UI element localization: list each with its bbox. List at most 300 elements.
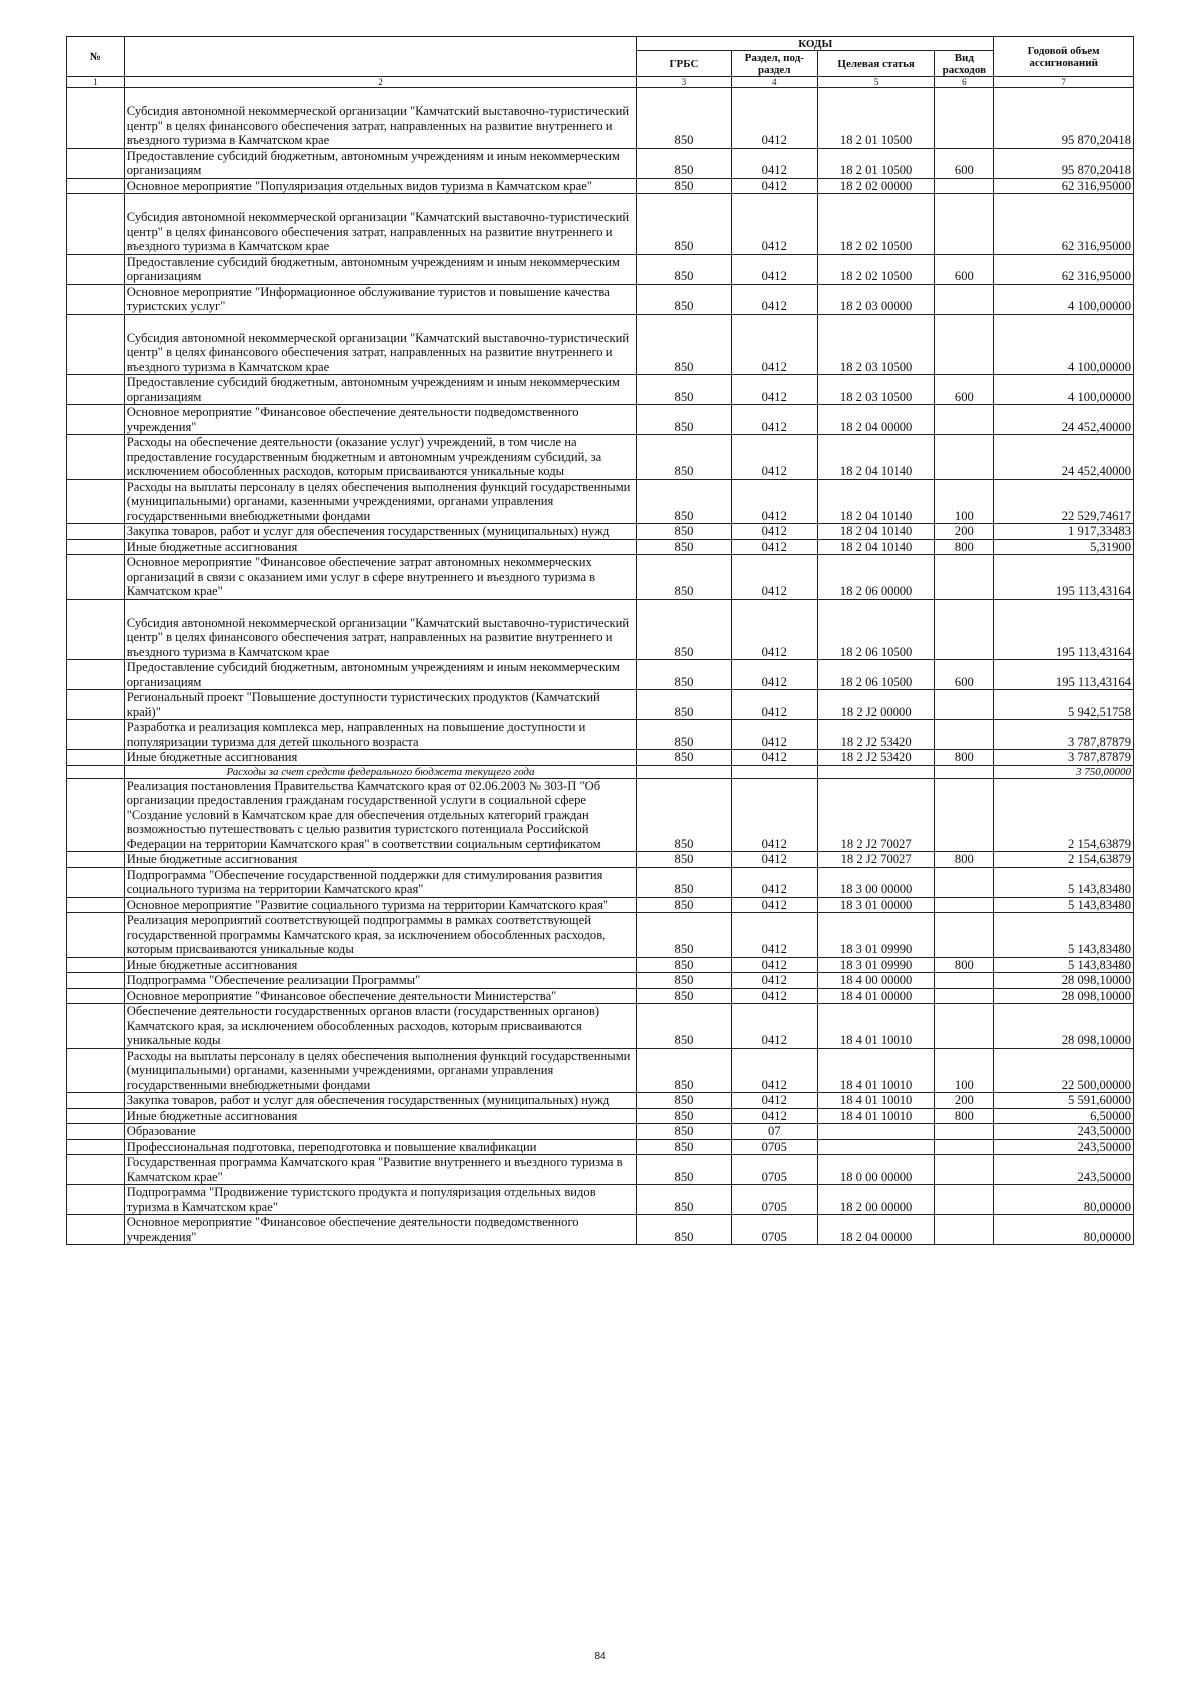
- row-target-cell: 18 4 01 10010: [817, 1048, 935, 1093]
- row-number-cell: [67, 599, 125, 660]
- table-row: [67, 314, 1134, 375]
- row-number-cell: [67, 750, 125, 766]
- table-row: [67, 660, 1134, 690]
- row-target-cell: 18 2 03 00000: [817, 284, 935, 314]
- row-target-cell: 18 4 01 00000: [817, 988, 935, 1004]
- header-codes: КОДЫ: [637, 37, 994, 51]
- row-amount-cell: 24 452,40000: [994, 405, 1134, 435]
- row-name-cell: Подпрограмма "Обеспечение государственной поддержки для стимулирования развития социального туризма на территории Камчатского края": [124, 867, 636, 897]
- header-amount: Годовой объем ассигнований: [994, 37, 1134, 77]
- row-number-cell: [67, 194, 125, 255]
- row-number-cell: [67, 852, 125, 868]
- row-name-cell: Предоставление субсидий бюджетным, автономным учреждениям и иным некоммерческим организациям: [124, 375, 636, 405]
- row-section-cell: 0412: [731, 867, 817, 897]
- row-kind-cell: 800: [935, 1108, 994, 1124]
- row-amount-cell: 2 154,63879: [994, 778, 1134, 852]
- row-number-cell: [67, 148, 125, 178]
- row-number-cell: [67, 988, 125, 1004]
- row-number-cell: [67, 524, 125, 540]
- row-section-cell: 0412: [731, 88, 817, 149]
- table-row: [67, 690, 1134, 720]
- header-grbs: ГРБС: [637, 51, 732, 77]
- row-section-cell: 0412: [731, 479, 817, 524]
- index-1: 1: [67, 77, 125, 88]
- table-row: [67, 988, 1134, 1004]
- row-grbs-cell: 850: [637, 524, 732, 540]
- row-grbs-cell: [637, 765, 732, 778]
- row-target-cell: 18 2 04 10140: [817, 524, 935, 540]
- row-amount-cell: 5 143,83480: [994, 867, 1134, 897]
- table-body: [67, 88, 1134, 1245]
- table-row: [67, 913, 1134, 958]
- row-grbs-cell: 850: [637, 1048, 732, 1093]
- row-name-cell: Основное мероприятие "Популяризация отдельных видов туризма в Камчатском крае": [124, 178, 636, 194]
- row-name-cell: Расходы на выплаты персоналу в целях обеспечения выполнения функций государственными (муниципальными) органами, казенными учреждениями, органами управления государственными внебюджетными фондами: [124, 479, 636, 524]
- row-target-cell: 18 0 00 00000: [817, 1155, 935, 1185]
- row-amount-cell: 24 452,40000: [994, 435, 1134, 480]
- row-name-cell: Закупка товаров, работ и услуг для обеспечения государственных (муниципальных) нужд: [124, 1093, 636, 1109]
- row-grbs-cell: 850: [637, 897, 732, 913]
- header-section: Раздел, под-раздел: [731, 51, 817, 77]
- row-amount-cell: 95 870,20418: [994, 148, 1134, 178]
- row-target-cell: 18 3 01 09990: [817, 957, 935, 973]
- row-name-cell: Иные бюджетные ассигнования: [124, 539, 636, 555]
- row-grbs-cell: 850: [637, 254, 732, 284]
- row-grbs-cell: 850: [637, 1093, 732, 1109]
- table-row: [67, 435, 1134, 480]
- table-row: [67, 1048, 1134, 1093]
- header-num: №: [67, 37, 125, 77]
- table-row: [67, 1139, 1134, 1155]
- row-section-cell: 0412: [731, 973, 817, 989]
- table-row: [67, 555, 1134, 600]
- row-grbs-cell: 850: [637, 555, 732, 600]
- row-name-cell: Реализация мероприятий соответствующей подпрограммы в рамках соответствующей государственной программы Камчатского края, за исключением обособленных расходов, которым присваиваются уникальные коды: [124, 913, 636, 958]
- row-amount-cell: 2 154,63879: [994, 852, 1134, 868]
- row-kind-cell: [935, 690, 994, 720]
- row-kind-cell: [935, 1004, 994, 1049]
- row-target-cell: 18 4 00 00000: [817, 973, 935, 989]
- row-section-cell: 0705: [731, 1215, 817, 1245]
- row-number-cell: [67, 913, 125, 958]
- row-target-cell: 18 2 01 10500: [817, 88, 935, 149]
- row-kind-cell: 600: [935, 660, 994, 690]
- row-name-cell: Субсидия автономной некоммерческой организации "Камчатский выставочно-туристический центр" в целях финансового обеспечения затрат, направленных на развитие внутреннего и въездного туризма в Камчатском крае: [124, 599, 636, 660]
- row-amount-cell: 95 870,20418: [994, 88, 1134, 149]
- row-number-cell: [67, 690, 125, 720]
- row-number-cell: [67, 435, 125, 480]
- row-grbs-cell: 850: [637, 599, 732, 660]
- row-number-cell: [67, 405, 125, 435]
- row-section-cell: 0412: [731, 148, 817, 178]
- table-row: [67, 178, 1134, 194]
- row-grbs-cell: 850: [637, 988, 732, 1004]
- row-grbs-cell: 850: [637, 148, 732, 178]
- row-number-cell: [67, 555, 125, 600]
- row-amount-cell: 5 942,51758: [994, 690, 1134, 720]
- index-2: 2: [124, 77, 636, 88]
- row-section-cell: 0412: [731, 314, 817, 375]
- row-grbs-cell: 850: [637, 1108, 732, 1124]
- row-target-cell: 18 2 02 00000: [817, 178, 935, 194]
- row-kind-cell: 100: [935, 1048, 994, 1093]
- row-target-cell: 18 2 00 00000: [817, 1185, 935, 1215]
- row-name-cell: Реализация постановления Правительства Камчатского края от 02.06.2003 № 303-П "Об организации предоставления гражданам государственной услуги в социальной сфере "Создание условий в Камчатском крае для обеспечения отдельных категорий граждан возможностью путешествовать с целью развития туристского потенциала Российской Федерации на территории Камчатского края" в соответствии социальным сертификатом: [124, 778, 636, 852]
- row-target-cell: 18 4 01 10010: [817, 1108, 935, 1124]
- row-target-cell: 18 3 00 00000: [817, 867, 935, 897]
- row-name-cell: Предоставление субсидий бюджетным, автономным учреждениям и иным некоммерческим организациям: [124, 148, 636, 178]
- row-name-cell: Подпрограмма "Обеспечение реализации Программы": [124, 973, 636, 989]
- row-number-cell: [67, 897, 125, 913]
- table-row: [67, 1004, 1134, 1049]
- row-amount-cell: 5 591,60000: [994, 1093, 1134, 1109]
- row-grbs-cell: 850: [637, 284, 732, 314]
- row-kind-cell: [935, 1139, 994, 1155]
- row-name-cell: Подпрограмма "Продвижение туристского продукта и популяризация отдельных видов туризма в Камчатском крае": [124, 1185, 636, 1215]
- row-section-cell: 0412: [731, 750, 817, 766]
- table-row: [67, 852, 1134, 868]
- row-number-cell: [67, 284, 125, 314]
- row-section-cell: 0412: [731, 660, 817, 690]
- row-number-cell: [67, 1215, 125, 1245]
- row-section-cell: 0412: [731, 178, 817, 194]
- row-section-cell: 0412: [731, 254, 817, 284]
- row-kind-cell: 800: [935, 539, 994, 555]
- header-target: Целевая статья: [817, 51, 935, 77]
- row-target-cell: 18 2 04 00000: [817, 405, 935, 435]
- row-kind-cell: [935, 555, 994, 600]
- row-number-cell: [67, 1108, 125, 1124]
- index-7: 7: [994, 77, 1134, 88]
- row-section-cell: 0412: [731, 720, 817, 750]
- row-grbs-cell: 850: [637, 1215, 732, 1245]
- row-amount-cell: 195 113,43164: [994, 660, 1134, 690]
- index-5: 5: [817, 77, 935, 88]
- row-section-cell: 0412: [731, 1048, 817, 1093]
- row-name-cell: Профессиональная подготовка, переподготовка и повышение квалификации: [124, 1139, 636, 1155]
- row-target-cell: [817, 1124, 935, 1140]
- row-kind-cell: [935, 405, 994, 435]
- row-name-cell: Расходы на обеспечение деятельности (оказание услуг) учреждений, в том числе на предоставление государственным бюджетным и автономным учреждениям субсидий, за исключением обособленных расходов, которым присваиваются уникальные коды: [124, 435, 636, 480]
- row-number-cell: [67, 314, 125, 375]
- row-grbs-cell: 850: [637, 690, 732, 720]
- row-amount-cell: 62 316,95000: [994, 178, 1134, 194]
- row-amount-cell: 195 113,43164: [994, 599, 1134, 660]
- row-grbs-cell: 850: [637, 314, 732, 375]
- row-number-cell: [67, 254, 125, 284]
- row-amount-cell: 243,50000: [994, 1139, 1134, 1155]
- row-name-cell: Расходы на выплаты персоналу в целях обеспечения выполнения функций государственными (муниципальными) органами, казенными учреждениями, органами управления государственными внебюджетными фондами: [124, 1048, 636, 1093]
- row-kind-cell: 800: [935, 750, 994, 766]
- row-grbs-cell: 850: [637, 1185, 732, 1215]
- row-target-cell: 18 2 J2 70027: [817, 778, 935, 852]
- row-name-cell: Образование: [124, 1124, 636, 1140]
- row-name-cell: Закупка товаров, работ и услуг для обеспечения государственных (муниципальных) нужд: [124, 524, 636, 540]
- table-row: [67, 194, 1134, 255]
- row-number-cell: [67, 178, 125, 194]
- row-target-cell: 18 2 06 10500: [817, 660, 935, 690]
- table-row: [67, 375, 1134, 405]
- row-target-cell: 18 2 J2 00000: [817, 690, 935, 720]
- row-number-cell: [67, 1048, 125, 1093]
- row-target-cell: 18 2 04 00000: [817, 1215, 935, 1245]
- row-amount-cell: 28 098,10000: [994, 1004, 1134, 1049]
- row-section-cell: 0705: [731, 1155, 817, 1185]
- row-name-cell: Основное мероприятие "Финансовое обеспечение деятельности Министерства": [124, 988, 636, 1004]
- row-number-cell: [67, 660, 125, 690]
- row-name-cell: Иные бюджетные ассигнования: [124, 750, 636, 766]
- row-number-cell: [67, 479, 125, 524]
- row-section-cell: 0412: [731, 555, 817, 600]
- row-kind-cell: 600: [935, 375, 994, 405]
- row-number-cell: [67, 1004, 125, 1049]
- row-amount-cell: 28 098,10000: [994, 973, 1134, 989]
- row-section-cell: 0412: [731, 913, 817, 958]
- row-target-cell: 18 2 04 10140: [817, 539, 935, 555]
- row-name-cell: Основное мероприятие "Финансовое обеспечение деятельности подведомственного учреждения": [124, 1215, 636, 1245]
- row-name-cell: Основное мероприятие "Развитие социального туризма на территории Камчатского края": [124, 897, 636, 913]
- row-grbs-cell: 850: [637, 405, 732, 435]
- row-amount-cell: 5 143,83480: [994, 897, 1134, 913]
- row-target-cell: 18 4 01 10010: [817, 1004, 935, 1049]
- row-kind-cell: 200: [935, 1093, 994, 1109]
- row-kind-cell: [935, 778, 994, 852]
- table-row: [67, 1093, 1134, 1109]
- row-amount-cell: 5 143,83480: [994, 957, 1134, 973]
- row-number-cell: [67, 765, 125, 778]
- row-grbs-cell: 850: [637, 1139, 732, 1155]
- row-kind-cell: [935, 897, 994, 913]
- row-name-cell: Обеспечение деятельности государственных органов власти (государственных органов) Камчатского края, за исключением обособленных расходов, которым присваиваются уникальные коды: [124, 1004, 636, 1049]
- row-section-cell: 0412: [731, 1093, 817, 1109]
- row-name-cell: Субсидия автономной некоммерческой организации "Камчатский выставочно-туристический центр" в целях финансового обеспечения затрат, направленных на развитие внутреннего и въездного туризма в Камчатском крае: [124, 314, 636, 375]
- row-section-cell: 0412: [731, 988, 817, 1004]
- table-row: [67, 867, 1134, 897]
- table-row: [67, 957, 1134, 973]
- row-grbs-cell: 850: [637, 1155, 732, 1185]
- table-row: [67, 1108, 1134, 1124]
- row-name-cell: Расходы за счет средств федерального бюджета текущего года: [124, 765, 636, 778]
- row-kind-cell: [935, 1185, 994, 1215]
- row-number-cell: [67, 1124, 125, 1140]
- row-target-cell: 18 2 J2 53420: [817, 720, 935, 750]
- row-number-cell: [67, 867, 125, 897]
- row-number-cell: [67, 957, 125, 973]
- row-number-cell: [67, 720, 125, 750]
- row-name-cell: Основное мероприятие "Финансовое обеспечение деятельности подведомственного учреждения": [124, 405, 636, 435]
- row-amount-cell: 4 100,00000: [994, 314, 1134, 375]
- header-name-blank: [124, 37, 636, 77]
- row-amount-cell: 1 917,33483: [994, 524, 1134, 540]
- row-target-cell: 18 2 01 10500: [817, 148, 935, 178]
- row-section-cell: 0412: [731, 1004, 817, 1049]
- row-section-cell: 0412: [731, 375, 817, 405]
- table-row: [67, 897, 1134, 913]
- row-kind-cell: [935, 1215, 994, 1245]
- row-grbs-cell: 850: [637, 720, 732, 750]
- row-target-cell: 18 2 03 10500: [817, 375, 935, 405]
- table-row: [67, 778, 1134, 852]
- row-target-cell: 18 2 04 10140: [817, 435, 935, 480]
- row-target-cell: 18 2 03 10500: [817, 314, 935, 375]
- row-target-cell: [817, 765, 935, 778]
- table-row: [67, 599, 1134, 660]
- row-grbs-cell: 850: [637, 913, 732, 958]
- row-amount-cell: 3 750,00000: [994, 765, 1134, 778]
- row-name-cell: Иные бюджетные ассигнования: [124, 1108, 636, 1124]
- row-section-cell: 0412: [731, 194, 817, 255]
- row-number-cell: [67, 1093, 125, 1109]
- row-amount-cell: 80,00000: [994, 1215, 1134, 1245]
- table-row: [67, 973, 1134, 989]
- row-target-cell: [817, 1139, 935, 1155]
- table-row: [67, 539, 1134, 555]
- table-row: [67, 750, 1134, 766]
- row-name-cell: Государственная программа Камчатского края "Развитие внутреннего и въездного туризма в Камчатском крае": [124, 1155, 636, 1185]
- row-amount-cell: 4 100,00000: [994, 284, 1134, 314]
- row-section-cell: 0412: [731, 405, 817, 435]
- row-amount-cell: 243,50000: [994, 1124, 1134, 1140]
- table-row: [67, 765, 1134, 778]
- row-section-cell: 0412: [731, 852, 817, 868]
- table-row: [67, 479, 1134, 524]
- row-section-cell: 0412: [731, 435, 817, 480]
- row-target-cell: 18 4 01 10010: [817, 1093, 935, 1109]
- row-name-cell: Разработка и реализация комплекса мер, направленных на повышение доступности и популяризации туризма для детей школьного возраста: [124, 720, 636, 750]
- header-kind: Вид расходов: [935, 51, 994, 77]
- row-number-cell: [67, 973, 125, 989]
- row-amount-cell: 3 787,87879: [994, 750, 1134, 766]
- row-section-cell: 0412: [731, 897, 817, 913]
- row-kind-cell: 200: [935, 524, 994, 540]
- row-grbs-cell: 850: [637, 867, 732, 897]
- index-4: 4: [731, 77, 817, 88]
- row-target-cell: 18 2 06 00000: [817, 555, 935, 600]
- row-amount-cell: 195 113,43164: [994, 555, 1134, 600]
- page-number: 84: [594, 1651, 606, 1662]
- row-kind-cell: [935, 178, 994, 194]
- row-amount-cell: 62 316,95000: [994, 254, 1134, 284]
- row-kind-cell: [935, 88, 994, 149]
- row-kind-cell: [935, 720, 994, 750]
- table-row: [67, 254, 1134, 284]
- row-name-cell: Основное мероприятие "Информационное обслуживание туристов и повышение качества туристских услуг": [124, 284, 636, 314]
- row-amount-cell: 6,50000: [994, 1108, 1134, 1124]
- row-grbs-cell: 850: [637, 435, 732, 480]
- row-amount-cell: 4 100,00000: [994, 375, 1134, 405]
- row-target-cell: 18 2 06 10500: [817, 599, 935, 660]
- budget-table: [66, 36, 1134, 1245]
- row-target-cell: 18 2 J2 53420: [817, 750, 935, 766]
- row-grbs-cell: 850: [637, 539, 732, 555]
- row-kind-cell: 600: [935, 254, 994, 284]
- row-kind-cell: [935, 867, 994, 897]
- row-kind-cell: [935, 988, 994, 1004]
- row-number-cell: [67, 1185, 125, 1215]
- row-number-cell: [67, 539, 125, 555]
- row-grbs-cell: 850: [637, 1124, 732, 1140]
- table-row: [67, 1215, 1134, 1245]
- row-grbs-cell: 850: [637, 973, 732, 989]
- row-target-cell: 18 3 01 00000: [817, 897, 935, 913]
- row-section-cell: 0412: [731, 1108, 817, 1124]
- row-section-cell: 0412: [731, 957, 817, 973]
- row-kind-cell: [935, 599, 994, 660]
- row-section-cell: 0705: [731, 1185, 817, 1215]
- table-row: [67, 524, 1134, 540]
- row-grbs-cell: 850: [637, 660, 732, 690]
- row-grbs-cell: 850: [637, 750, 732, 766]
- row-number-cell: [67, 375, 125, 405]
- row-section-cell: 0412: [731, 284, 817, 314]
- row-grbs-cell: 850: [637, 957, 732, 973]
- row-target-cell: 18 2 02 10500: [817, 254, 935, 284]
- row-amount-cell: 28 098,10000: [994, 988, 1134, 1004]
- row-number-cell: [67, 1139, 125, 1155]
- row-kind-cell: [935, 1124, 994, 1140]
- row-kind-cell: 100: [935, 479, 994, 524]
- row-number-cell: [67, 778, 125, 852]
- budget-table-sheet: [66, 36, 1134, 1245]
- row-name-cell: Иные бюджетные ассигнования: [124, 957, 636, 973]
- table-row: [67, 1155, 1134, 1185]
- row-amount-cell: 5 143,83480: [994, 913, 1134, 958]
- row-kind-cell: 800: [935, 852, 994, 868]
- table-row: [67, 720, 1134, 750]
- row-section-cell: 0412: [731, 539, 817, 555]
- table-row: [67, 405, 1134, 435]
- row-kind-cell: [935, 194, 994, 255]
- row-grbs-cell: 850: [637, 778, 732, 852]
- row-section-cell: [731, 765, 817, 778]
- row-amount-cell: 22 500,00000: [994, 1048, 1134, 1093]
- row-target-cell: 18 2 J2 70027: [817, 852, 935, 868]
- index-3: 3: [637, 77, 732, 88]
- row-section-cell: 0412: [731, 690, 817, 720]
- row-grbs-cell: 850: [637, 1004, 732, 1049]
- row-section-cell: 0412: [731, 599, 817, 660]
- row-amount-cell: 3 787,87879: [994, 720, 1134, 750]
- row-name-cell: Субсидия автономной некоммерческой организации "Камчатский выставочно-туристический центр" в целях финансового обеспечения затрат, направленных на развитие внутреннего и въездного туризма в Камчатском крае: [124, 194, 636, 255]
- row-grbs-cell: 850: [637, 194, 732, 255]
- row-target-cell: 18 2 04 10140: [817, 479, 935, 524]
- row-name-cell: Региональный проект "Повышение доступности туристических продуктов (Камчатский край)": [124, 690, 636, 720]
- row-name-cell: Предоставление субсидий бюджетным, автономным учреждениям и иным некоммерческим организациям: [124, 254, 636, 284]
- row-amount-cell: 5,31900: [994, 539, 1134, 555]
- row-target-cell: 18 2 02 10500: [817, 194, 935, 255]
- index-6: 6: [935, 77, 994, 88]
- row-kind-cell: [935, 765, 994, 778]
- row-grbs-cell: 850: [637, 479, 732, 524]
- row-grbs-cell: 850: [637, 852, 732, 868]
- row-name-cell: Основное мероприятие "Финансовое обеспечение затрат автономных некоммерческих организаций в связи с оказанием ими услуг в сфере внутреннего и въездного туризма в Камчатском крае": [124, 555, 636, 600]
- row-target-cell: 18 3 01 09990: [817, 913, 935, 958]
- row-number-cell: [67, 88, 125, 149]
- row-kind-cell: [935, 314, 994, 375]
- row-kind-cell: [935, 435, 994, 480]
- row-amount-cell: 80,00000: [994, 1185, 1134, 1215]
- row-section-cell: 0412: [731, 778, 817, 852]
- row-name-cell: Иные бюджетные ассигнования: [124, 852, 636, 868]
- row-section-cell: 0412: [731, 524, 817, 540]
- row-name-cell: Субсидия автономной некоммерческой организации "Камчатский выставочно-туристический центр" в целях финансового обеспечения затрат, направленных на развитие внутреннего и въездного туризма в Камчатском крае: [124, 88, 636, 149]
- table-row: [67, 1124, 1134, 1140]
- table-row: [67, 148, 1134, 178]
- row-number-cell: [67, 1155, 125, 1185]
- row-section-cell: 0705: [731, 1139, 817, 1155]
- row-grbs-cell: 850: [637, 88, 732, 149]
- row-grbs-cell: 850: [637, 178, 732, 194]
